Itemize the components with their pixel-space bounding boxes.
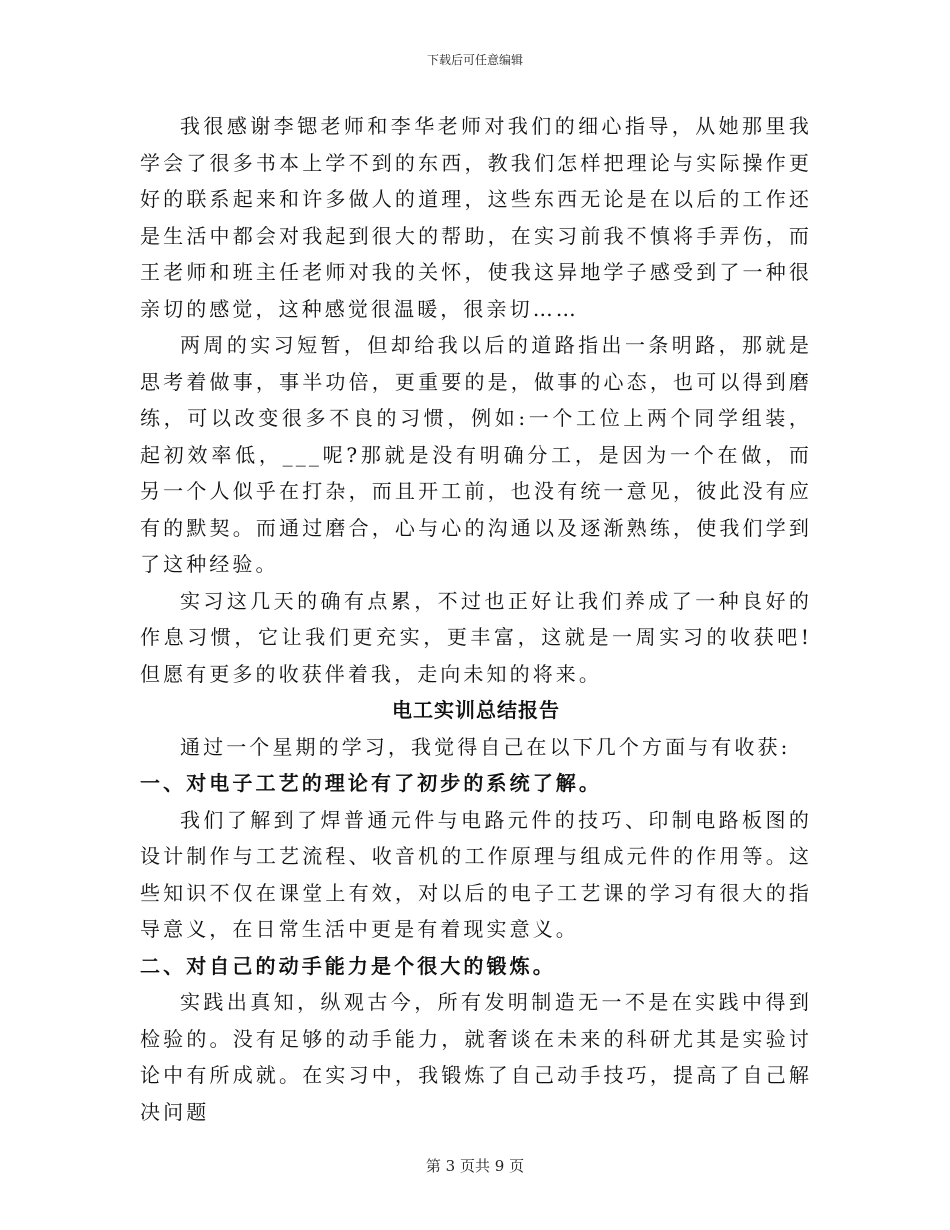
page-header: 下载后可任意编辑 xyxy=(426,53,523,67)
paragraph-theory: 我们了解到了焊普通元件与电路元件的技巧、印制电路板图的设计制作与工艺流程、收音机的工作原理与组成元件的作用等。这些知识不仅在课堂上有效，对以后的电子工艺课的学习有很大的指导意义，在日常生活中更是有着现实意义。 xyxy=(140,807,812,941)
paragraph-practice: 实践出真知，纵观古今，所有发明制造无一不是在实践中得到检验的。没有足够的动手能力，就奢谈在未来的科研尤其是实验讨论中有所成就。在实习中，我锻炼了自己动手技巧，提高了自己解决问题 xyxy=(140,990,812,1124)
document-body xyxy=(140,108,812,1130)
paragraph-thanks: 我很感谢李锶老师和李华老师对我们的细心指导，从她那里我学会了很多书本上学不到的东西，教我们怎样把理论与实际操作更好的联系起来和许多做人的道理，这些东西无论是在以后的工作还是生活中都会对我起到很大的帮助，在实习前我不慎将手弄伤，而王老师和班主任老师对我的关怀，使我这异地学子感受到了一种很亲切的感觉，这种感觉很温暖，很亲切…… xyxy=(140,114,812,321)
section-title: 电工实训总结报告 xyxy=(392,698,560,722)
page-number: 第 3 页共 9 页 xyxy=(425,1157,525,1175)
heading-hands-on: 二、对自己的动手能力是个很大的锻炼。 xyxy=(140,953,556,978)
heading-theory: 一、对电子工艺的理论有了初步的系统了解。 xyxy=(140,771,602,795)
paragraph-two-weeks: 两周的实习短暂，但却给我以后的道路指出一条明路，那就是思考着做事，事半功倍，更重要的是，做事的心态，也可以得到磨练，可以改变很多不良的习惯，例如:一个工位上两个同学组装，起初效率低，___呢?那就是没有明确分工，是因为一个在做，而另一个人似乎在打杂，而且开工前，也没有统一意见，彼此没有应有的默契。而通过磨合，心与心的沟通以及逐渐熟练，使我们学到了这种经验。 xyxy=(140,333,812,576)
paragraph-intro: 通过一个星期的学习，我觉得自己在以下几个方面与有收获: xyxy=(180,734,791,759)
paragraph-tired: 实习这几天的确有点累，不过也正好让我们养成了一种良好的作息习惯，它让我们更充实，更丰富，这就是一周实习的收获吧!但愿有更多的收获伴着我，走向未知的将来。 xyxy=(140,588,812,686)
